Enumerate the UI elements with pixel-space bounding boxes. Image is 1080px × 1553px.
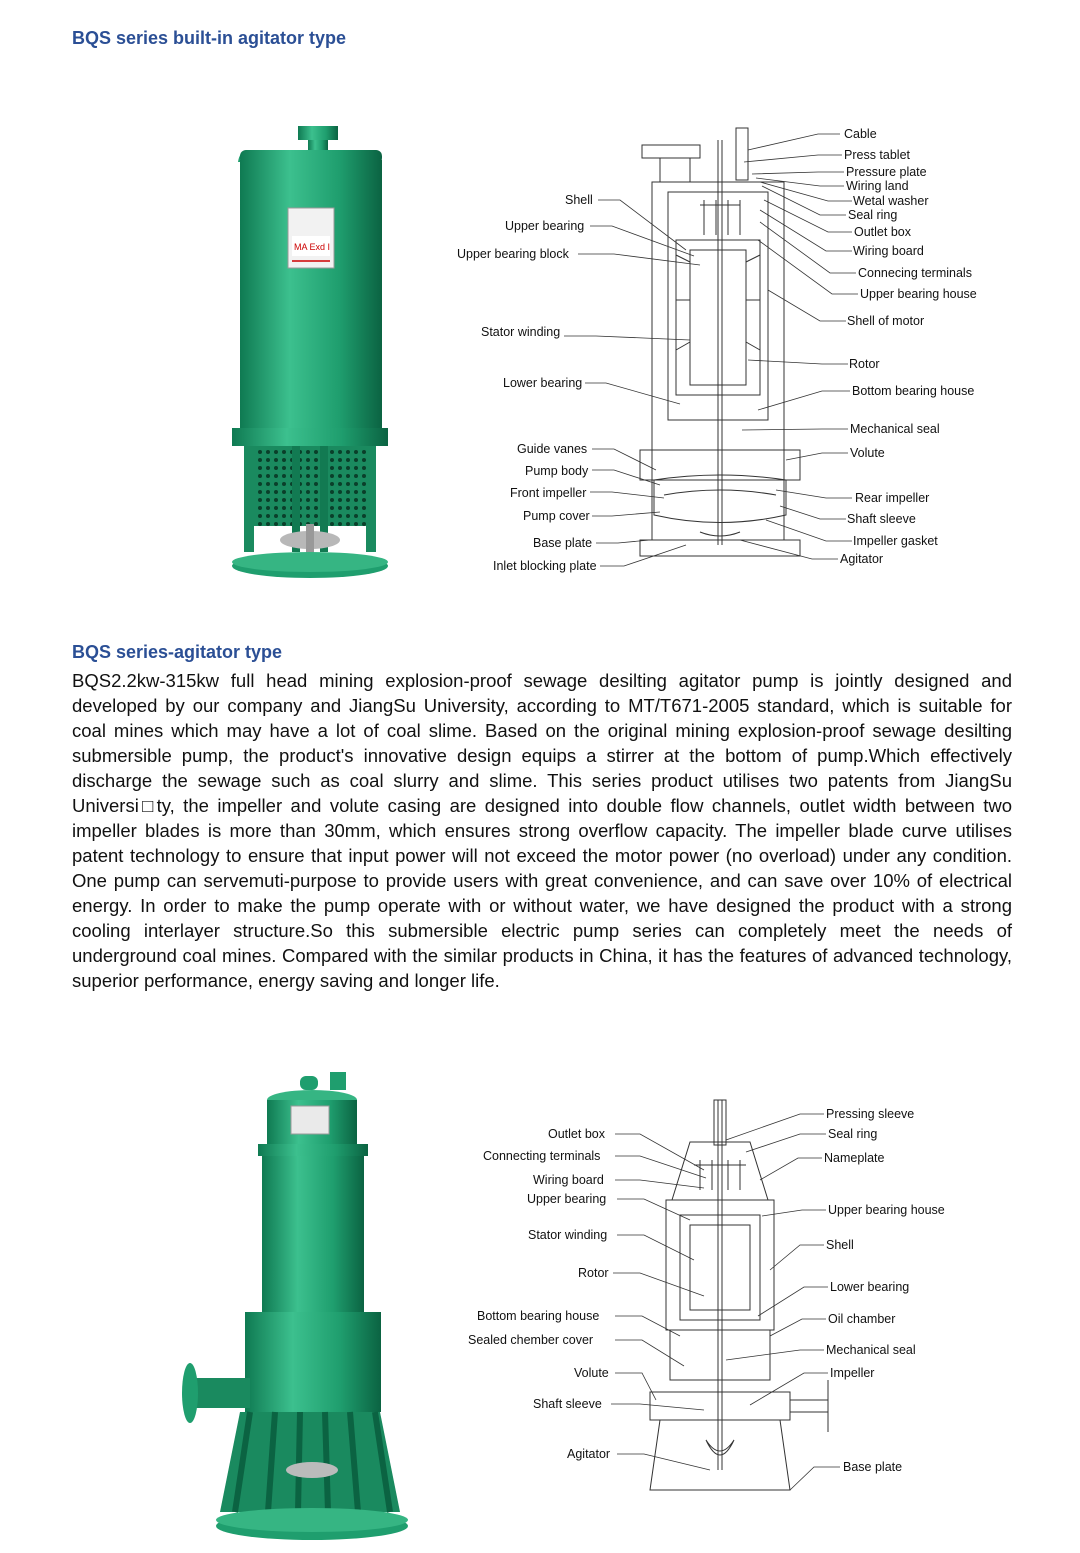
diagram2-label-shell: Shell (826, 1238, 854, 1252)
diagram1-label-upper-bearing: Upper bearing (505, 219, 585, 233)
diagram1-label-connecing-terminals: Connecing terminals (858, 266, 972, 280)
diagram2-label-mechanical-seal: Mechanical seal (826, 1343, 916, 1357)
diagram2-label-shaft-sleeve: Shaft sleeve (533, 1397, 602, 1411)
cross-section-diagram-1 (640, 128, 800, 556)
diagram2-label-connecting-terminals: Connecting terminals (483, 1149, 601, 1163)
diagram1-label-press-tablet: Press tablet (844, 148, 911, 162)
diagram1-label-guide-vanes: Guide vanes (517, 442, 588, 456)
description-paragraph: BQS2.2kw-315kw full head mining explosion-proof sewage desilting agitator pump is jointly designed and developed by our company and JiangSu University, according to MT/T671-2005 standard, which is suitable for coal mines which may have a lot of coal slime. Based on the original mining explosion-proof sewage desilting submersible pump, the product's innovative design equips a stirrer at the bottom of pump.Which effectively discharge the sewage such as coal slurry and slime. This series product utilises two patents from JiangSu Universi□ty, the impeller and volute casing are designed into double flow channels, outlet width between two impeller blades is more than 30mm, which ensures strong overflow capacity. The impeller blade curve utilises patent technology to ensure that input power will not exceed the motor power (no overload) under any condition. One pump can servemuti-purpose to provide users with great convenience, and can save over 10% of electrical energy. In order to make the pump operate with or without water, we have designed the product with a strong cooling interlayer structure.So this submersible electric pump series can completely meet the needs of underground coal mines. Compared with the similar products in China, it has the features of advanced technology, superior performance, energy saving and longer life. (72, 670, 1012, 991)
diagram1-label-front-impeller: Front impeller (510, 486, 587, 500)
diagram1-label-seal-ring: Seal ring (848, 208, 898, 222)
diagram1-label-rotor: Rotor (849, 357, 880, 371)
cross-section-diagram-2 (650, 1100, 828, 1490)
diagram1-label-mechanical-seal: Mechanical seal (850, 422, 940, 436)
diagram2-label-lower-bearing: Lower bearing (830, 1280, 910, 1294)
diagram1-label-upper-bearing-block: Upper bearing block (457, 247, 569, 261)
diagram1-label-bottom-bearing-house: Bottom bearing house (852, 384, 975, 398)
section-title-builtin: BQS series built-in agitator type (72, 28, 347, 48)
diagram2-label-base-plate: Base plate (843, 1460, 903, 1474)
diagram1-label-wetal-washer: Wetal washer (853, 194, 929, 208)
diagram1-label-wiring-board: Wiring board (853, 244, 924, 258)
leader-lines (564, 134, 858, 566)
diagram2-label-nameplate: Nameplate (824, 1151, 885, 1165)
diagram2-label-outlet-box: Outlet box (548, 1127, 605, 1141)
diagram2-label-oil-chamber: Oil chamber (828, 1312, 896, 1326)
diagram1-label-inlet-blocking-plate: Inlet blocking plate (493, 559, 597, 573)
diagram1-label-cable: Cable (844, 127, 877, 141)
diagram2-label-rotor: Rotor (578, 1266, 609, 1280)
diagram2-label-volute: Volute (574, 1366, 609, 1380)
diagram2-label-sealed-chember-cover: Sealed chember cover (468, 1333, 594, 1347)
diagram2-label-stator-winding: Stator winding (528, 1228, 608, 1242)
diagram2-label-seal-ring: Seal ring (828, 1127, 878, 1141)
diagram2-label-wiring-board: Wiring board (533, 1173, 604, 1187)
leader-lines-2 (611, 1114, 840, 1490)
diagram2-label-upper-bearing: Upper bearing (527, 1192, 607, 1206)
diagram1-label-stator-winding: Stator winding (481, 325, 561, 339)
diagram1-label-rear-impeller: Rear impeller (855, 491, 930, 505)
diagram1-label-volute: Volute (850, 446, 885, 460)
diagram1-label-agitator: Agitator (840, 552, 884, 566)
diagram1-label-outlet-box: Outlet box (854, 225, 911, 239)
diagram1-label-pump-body: Pump body (525, 464, 589, 478)
diagram2-label-upper-bearing-house: Upper bearing house (828, 1203, 945, 1217)
diagram1-label-shaft-sleeve: Shaft sleeve (847, 512, 916, 526)
diagram1-label-wiring-land: Wiring land (846, 179, 909, 193)
nameplate-text: MA Exd I (294, 242, 331, 252)
diagram2-label-agitator: Agitator (567, 1447, 611, 1461)
diagram1-label-upper-bearing-house: Upper bearing house (860, 287, 977, 301)
diagram1-label-shell-of-motor: Shell of motor (847, 314, 925, 328)
diagram1-label-lower-bearing: Lower bearing (503, 376, 583, 390)
diagram1-label-pressure-plate: Pressure plate (846, 165, 927, 179)
diagram2-label-impeller: Impeller (830, 1366, 875, 1380)
diagram2-label-pressing-sleeve: Pressing sleeve (826, 1107, 915, 1121)
pump-photo-builtin (232, 126, 388, 578)
section-title-agitator: BQS series-agitator type (72, 642, 283, 662)
diagram1-label-shell: Shell (565, 193, 593, 207)
pump-photo-agitator (182, 1072, 408, 1540)
diagram2-label-bottom-bearing-house: Bottom bearing house (477, 1309, 600, 1323)
diagram1-label-impeller-gasket: Impeller gasket (853, 534, 938, 548)
diagram1-label-pump-cover: Pump cover (523, 509, 590, 523)
diagram1-label-base-plate: Base plate (533, 536, 593, 550)
